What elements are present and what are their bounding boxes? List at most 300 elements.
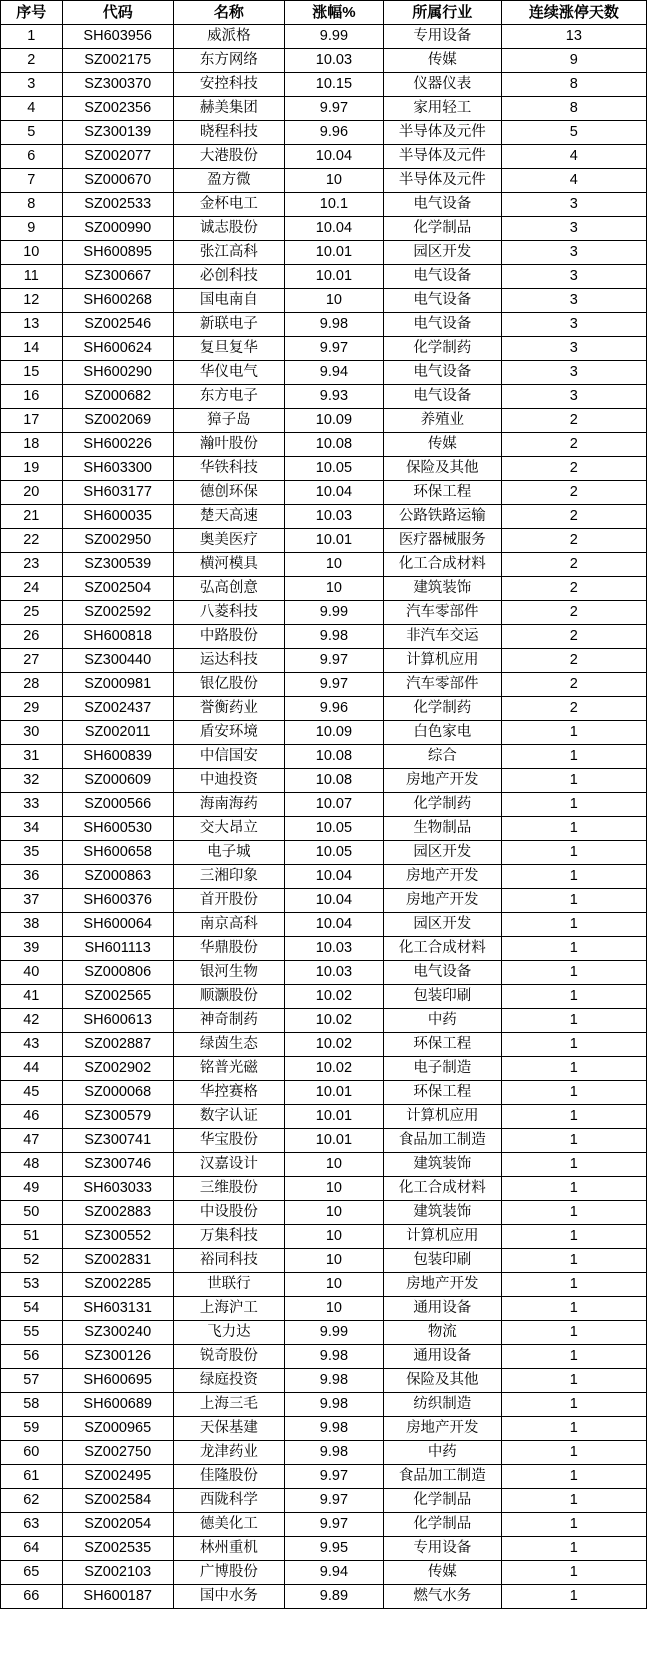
table-row[interactable] [1, 1345, 647, 1369]
cell-code: SH600226 [62, 433, 173, 457]
table-row[interactable] [1, 529, 647, 553]
cell-industry: 环保工程 [383, 481, 501, 505]
cell-consecutive-days: 3 [501, 337, 646, 361]
cell-change-pct: 9.97 [284, 97, 383, 121]
cell-change-pct: 10 [284, 1273, 383, 1297]
cell-consecutive-days: 13 [501, 25, 646, 49]
cell-name: 绿茵生态 [173, 1033, 284, 1057]
cell-change-pct: 10 [284, 1177, 383, 1201]
cell-code: SZ300440 [62, 649, 173, 673]
table-row[interactable] [1, 241, 647, 265]
cell-name: 复旦复华 [173, 337, 284, 361]
cell-consecutive-days: 2 [501, 481, 646, 505]
cell-consecutive-days: 1 [501, 889, 646, 913]
table-row[interactable] [1, 1225, 647, 1249]
cell-industry: 化学制药 [383, 697, 501, 721]
table-row[interactable] [1, 553, 647, 577]
cell-index: 2 [1, 49, 63, 73]
cell-industry: 化工合成材料 [383, 937, 501, 961]
table-header [1, 1, 647, 25]
cell-change-pct: 10.15 [284, 73, 383, 97]
table-row[interactable] [1, 49, 647, 73]
cell-consecutive-days: 3 [501, 241, 646, 265]
cell-industry: 家用轻工 [383, 97, 501, 121]
cell-consecutive-days: 2 [501, 601, 646, 625]
column-header-industry: 所属行业 [383, 1, 501, 25]
table-row[interactable] [1, 433, 647, 457]
cell-industry: 通用设备 [383, 1345, 501, 1369]
table-row[interactable] [1, 145, 647, 169]
cell-industry: 专用设备 [383, 1537, 501, 1561]
table-row[interactable] [1, 769, 647, 793]
cell-industry: 医疗器械服务 [383, 529, 501, 553]
cell-code: SZ000965 [62, 1417, 173, 1441]
cell-consecutive-days: 1 [501, 1153, 646, 1177]
cell-index: 51 [1, 1225, 63, 1249]
cell-name: 中信国安 [173, 745, 284, 769]
cell-consecutive-days: 4 [501, 145, 646, 169]
cell-change-pct: 10.02 [284, 985, 383, 1009]
cell-industry: 电气设备 [383, 193, 501, 217]
cell-code: SH600624 [62, 337, 173, 361]
cell-industry: 化学制品 [383, 1489, 501, 1513]
cell-code: SH600689 [62, 1393, 173, 1417]
cell-consecutive-days: 1 [501, 1081, 646, 1105]
table-row[interactable] [1, 1129, 647, 1153]
cell-consecutive-days: 2 [501, 577, 646, 601]
cell-change-pct: 10 [284, 289, 383, 313]
table-row[interactable] [1, 625, 647, 649]
table-row[interactable] [1, 721, 647, 745]
table-row[interactable] [1, 1369, 647, 1393]
cell-name: 汉嘉设计 [173, 1153, 284, 1177]
table-row[interactable] [1, 1489, 647, 1513]
cell-name: 交大昂立 [173, 817, 284, 841]
table-row[interactable] [1, 1153, 647, 1177]
cell-index: 44 [1, 1057, 63, 1081]
cell-name: 铭普光磁 [173, 1057, 284, 1081]
table-row[interactable] [1, 865, 647, 889]
cell-code: SH600268 [62, 289, 173, 313]
cell-index: 33 [1, 793, 63, 817]
cell-consecutive-days: 1 [501, 793, 646, 817]
cell-name: 华宝股份 [173, 1129, 284, 1153]
table-row[interactable] [1, 361, 647, 385]
cell-change-pct: 10.08 [284, 745, 383, 769]
table-row[interactable] [1, 1321, 647, 1345]
table-row[interactable] [1, 577, 647, 601]
cell-consecutive-days: 9 [501, 49, 646, 73]
cell-change-pct: 10.09 [284, 721, 383, 745]
cell-name: 华铁科技 [173, 457, 284, 481]
table-row[interactable] [1, 217, 647, 241]
cell-code: SZ002887 [62, 1033, 173, 1057]
cell-index: 4 [1, 97, 63, 121]
cell-code: SZ002175 [62, 49, 173, 73]
table-row[interactable] [1, 481, 647, 505]
table-row[interactable] [1, 1537, 647, 1561]
cell-name: 西陇科学 [173, 1489, 284, 1513]
cell-code: SH601113 [62, 937, 173, 961]
table-row[interactable] [1, 1465, 647, 1489]
cell-code: SZ002750 [62, 1441, 173, 1465]
cell-industry: 半导体及元件 [383, 145, 501, 169]
cell-consecutive-days: 1 [501, 1201, 646, 1225]
cell-industry: 食品加工制造 [383, 1129, 501, 1153]
cell-code: SH600376 [62, 889, 173, 913]
cell-name: 獐子岛 [173, 409, 284, 433]
cell-name: 中迪投资 [173, 769, 284, 793]
table-row[interactable] [1, 1393, 647, 1417]
table-row[interactable] [1, 385, 647, 409]
cell-change-pct: 9.94 [284, 361, 383, 385]
cell-index: 39 [1, 937, 63, 961]
table-row[interactable] [1, 961, 647, 985]
cell-name: 南京高科 [173, 913, 284, 937]
cell-industry: 食品加工制造 [383, 1465, 501, 1489]
cell-change-pct: 9.99 [284, 25, 383, 49]
cell-code: SZ002546 [62, 313, 173, 337]
cell-change-pct: 10.04 [284, 865, 383, 889]
cell-industry: 建筑装饰 [383, 577, 501, 601]
table-row[interactable] [1, 1513, 647, 1537]
cell-index: 29 [1, 697, 63, 721]
column-header-code: 代码 [62, 1, 173, 25]
cell-industry: 化工合成材料 [383, 553, 501, 577]
cell-industry: 汽车零部件 [383, 601, 501, 625]
cell-name: 赫美集团 [173, 97, 284, 121]
cell-consecutive-days: 1 [501, 1345, 646, 1369]
cell-name: 德创环保 [173, 481, 284, 505]
table-row[interactable] [1, 169, 647, 193]
cell-consecutive-days: 3 [501, 313, 646, 337]
cell-index: 40 [1, 961, 63, 985]
cell-consecutive-days: 1 [501, 865, 646, 889]
cell-code: SH603177 [62, 481, 173, 505]
table-row[interactable] [1, 193, 647, 217]
cell-index: 10 [1, 241, 63, 265]
table-row[interactable] [1, 601, 647, 625]
cell-code: SH600035 [62, 505, 173, 529]
cell-change-pct: 9.96 [284, 121, 383, 145]
table-row[interactable] [1, 505, 647, 529]
cell-consecutive-days: 1 [501, 1417, 646, 1441]
cell-name: 张江高科 [173, 241, 284, 265]
column-header-name: 名称 [173, 1, 284, 25]
cell-consecutive-days: 2 [501, 409, 646, 433]
cell-name: 神奇制药 [173, 1009, 284, 1033]
cell-consecutive-days: 8 [501, 73, 646, 97]
cell-change-pct: 10 [284, 1297, 383, 1321]
cell-code: SZ300539 [62, 553, 173, 577]
cell-index: 64 [1, 1537, 63, 1561]
cell-name: 上海三毛 [173, 1393, 284, 1417]
cell-code: SZ002069 [62, 409, 173, 433]
cell-consecutive-days: 1 [501, 841, 646, 865]
cell-industry: 化学制药 [383, 793, 501, 817]
cell-industry: 化学制品 [383, 217, 501, 241]
table-row[interactable] [1, 1057, 647, 1081]
table-row[interactable] [1, 265, 647, 289]
table-row[interactable] [1, 1177, 647, 1201]
cell-index: 62 [1, 1489, 63, 1513]
table-row[interactable] [1, 1105, 647, 1129]
cell-consecutive-days: 1 [501, 1465, 646, 1489]
table-row[interactable] [1, 1561, 647, 1585]
table-row[interactable] [1, 1417, 647, 1441]
cell-name: 飞力达 [173, 1321, 284, 1345]
table-row[interactable] [1, 1297, 647, 1321]
cell-consecutive-days: 3 [501, 265, 646, 289]
cell-code: SZ000863 [62, 865, 173, 889]
column-header-index: 序号 [1, 1, 63, 25]
cell-name: 电子城 [173, 841, 284, 865]
cell-change-pct: 10 [284, 1153, 383, 1177]
cell-code: SZ000682 [62, 385, 173, 409]
cell-index: 9 [1, 217, 63, 241]
cell-code: SZ300139 [62, 121, 173, 145]
cell-index: 45 [1, 1081, 63, 1105]
cell-consecutive-days: 1 [501, 769, 646, 793]
cell-change-pct: 10 [284, 577, 383, 601]
cell-change-pct: 10.04 [284, 889, 383, 913]
table-row[interactable] [1, 1585, 647, 1609]
table-row[interactable] [1, 985, 647, 1009]
cell-index: 11 [1, 265, 63, 289]
table-row[interactable] [1, 1081, 647, 1105]
cell-index: 14 [1, 337, 63, 361]
cell-industry: 白色家电 [383, 721, 501, 745]
cell-name: 德美化工 [173, 1513, 284, 1537]
cell-name: 世联行 [173, 1273, 284, 1297]
cell-code: SZ002437 [62, 697, 173, 721]
cell-industry: 房地产开发 [383, 1417, 501, 1441]
cell-industry: 计算机应用 [383, 1225, 501, 1249]
table-row[interactable] [1, 409, 647, 433]
cell-code: SH600530 [62, 817, 173, 841]
cell-index: 8 [1, 193, 63, 217]
cell-code: SH600895 [62, 241, 173, 265]
table-row[interactable] [1, 649, 647, 673]
cell-change-pct: 10.04 [284, 217, 383, 241]
table-row[interactable] [1, 337, 647, 361]
cell-name: 广博股份 [173, 1561, 284, 1585]
cell-name: 威派格 [173, 25, 284, 49]
table-row[interactable] [1, 937, 647, 961]
cell-name: 天保基建 [173, 1417, 284, 1441]
cell-consecutive-days: 1 [501, 1537, 646, 1561]
cell-consecutive-days: 1 [501, 1057, 646, 1081]
table-row[interactable] [1, 913, 647, 937]
cell-index: 34 [1, 817, 63, 841]
cell-change-pct: 10.08 [284, 433, 383, 457]
cell-change-pct: 10.01 [284, 1081, 383, 1105]
table-row[interactable] [1, 97, 647, 121]
cell-industry: 养殖业 [383, 409, 501, 433]
table-row[interactable] [1, 25, 647, 49]
cell-change-pct: 10.05 [284, 841, 383, 865]
cell-name: 华鼎股份 [173, 937, 284, 961]
cell-index: 16 [1, 385, 63, 409]
cell-code: SH600658 [62, 841, 173, 865]
cell-industry: 公路铁路运输 [383, 505, 501, 529]
cell-name: 金杯电工 [173, 193, 284, 217]
cell-change-pct: 10 [284, 1249, 383, 1273]
cell-consecutive-days: 3 [501, 361, 646, 385]
cell-change-pct: 9.94 [284, 1561, 383, 1585]
cell-name: 上海沪工 [173, 1297, 284, 1321]
cell-code: SZ000609 [62, 769, 173, 793]
cell-code: SZ002950 [62, 529, 173, 553]
cell-change-pct: 9.98 [284, 1393, 383, 1417]
table-row[interactable] [1, 697, 647, 721]
table-row[interactable] [1, 1249, 647, 1273]
cell-consecutive-days: 1 [501, 1585, 646, 1609]
cell-change-pct: 10.1 [284, 193, 383, 217]
cell-consecutive-days: 5 [501, 121, 646, 145]
cell-industry: 环保工程 [383, 1033, 501, 1057]
cell-consecutive-days: 4 [501, 169, 646, 193]
cell-name: 三维股份 [173, 1177, 284, 1201]
column-header-change-pct: 涨幅% [284, 1, 383, 25]
cell-index: 65 [1, 1561, 63, 1585]
cell-code: SZ002103 [62, 1561, 173, 1585]
cell-name: 华仪电气 [173, 361, 284, 385]
cell-index: 13 [1, 313, 63, 337]
cell-industry: 物流 [383, 1321, 501, 1345]
cell-code: SH600187 [62, 1585, 173, 1609]
cell-code: SH600839 [62, 745, 173, 769]
cell-name: 运达科技 [173, 649, 284, 673]
table-row[interactable] [1, 793, 647, 817]
cell-change-pct: 10.03 [284, 961, 383, 985]
cell-change-pct: 10 [284, 553, 383, 577]
cell-code: SZ002285 [62, 1273, 173, 1297]
cell-industry: 园区开发 [383, 841, 501, 865]
table-row[interactable] [1, 673, 647, 697]
cell-name: 盈方微 [173, 169, 284, 193]
cell-industry: 建筑装饰 [383, 1201, 501, 1225]
cell-consecutive-days: 1 [501, 1129, 646, 1153]
cell-change-pct: 10.02 [284, 1033, 383, 1057]
column-header-consecutive-days: 连续涨停天数 [501, 1, 646, 25]
cell-index: 28 [1, 673, 63, 697]
table-row[interactable] [1, 817, 647, 841]
table-row[interactable] [1, 457, 647, 481]
cell-industry: 仪器仪表 [383, 73, 501, 97]
table-row[interactable] [1, 289, 647, 313]
table-row[interactable] [1, 313, 647, 337]
cell-index: 5 [1, 121, 63, 145]
cell-code: SZ300667 [62, 265, 173, 289]
table-row[interactable] [1, 745, 647, 769]
cell-code: SZ300552 [62, 1225, 173, 1249]
cell-change-pct: 10.09 [284, 409, 383, 433]
cell-change-pct: 10.01 [284, 1105, 383, 1129]
cell-change-pct: 10.03 [284, 505, 383, 529]
cell-index: 43 [1, 1033, 63, 1057]
cell-name: 东方电子 [173, 385, 284, 409]
cell-industry: 房地产开发 [383, 889, 501, 913]
cell-industry: 房地产开发 [383, 1273, 501, 1297]
cell-name: 八菱科技 [173, 601, 284, 625]
cell-index: 1 [1, 25, 63, 49]
cell-change-pct: 9.98 [284, 1441, 383, 1465]
cell-consecutive-days: 1 [501, 1177, 646, 1201]
cell-change-pct: 9.99 [284, 1321, 383, 1345]
cell-index: 18 [1, 433, 63, 457]
table-row[interactable] [1, 1033, 647, 1057]
cell-consecutive-days: 1 [501, 1369, 646, 1393]
table-row[interactable] [1, 889, 647, 913]
cell-index: 17 [1, 409, 63, 433]
cell-consecutive-days: 2 [501, 553, 646, 577]
cell-index: 20 [1, 481, 63, 505]
cell-industry: 传媒 [383, 49, 501, 73]
cell-change-pct: 10.02 [284, 1009, 383, 1033]
cell-change-pct: 10.03 [284, 49, 383, 73]
cell-change-pct: 9.98 [284, 625, 383, 649]
table-row[interactable] [1, 1441, 647, 1465]
cell-code: SZ002054 [62, 1513, 173, 1537]
cell-change-pct: 9.95 [284, 1537, 383, 1561]
cell-code: SZ002077 [62, 145, 173, 169]
table-row[interactable] [1, 1201, 647, 1225]
cell-index: 56 [1, 1345, 63, 1369]
cell-index: 49 [1, 1177, 63, 1201]
cell-index: 27 [1, 649, 63, 673]
cell-industry: 通用设备 [383, 1297, 501, 1321]
cell-index: 3 [1, 73, 63, 97]
cell-consecutive-days: 1 [501, 1297, 646, 1321]
cell-industry: 计算机应用 [383, 649, 501, 673]
cell-code: SZ002883 [62, 1201, 173, 1225]
cell-code: SH600290 [62, 361, 173, 385]
table-row[interactable] [1, 73, 647, 97]
cell-code: SZ300370 [62, 73, 173, 97]
cell-index: 12 [1, 289, 63, 313]
cell-code: SH600695 [62, 1369, 173, 1393]
cell-change-pct: 9.99 [284, 601, 383, 625]
table-row[interactable] [1, 121, 647, 145]
cell-name: 必创科技 [173, 265, 284, 289]
cell-consecutive-days: 1 [501, 961, 646, 985]
cell-name: 绿庭投资 [173, 1369, 284, 1393]
cell-change-pct: 9.97 [284, 673, 383, 697]
table-row[interactable] [1, 1273, 647, 1297]
cell-name: 新联电子 [173, 313, 284, 337]
cell-code: SZ002535 [62, 1537, 173, 1561]
cell-name: 横河模具 [173, 553, 284, 577]
cell-index: 35 [1, 841, 63, 865]
cell-index: 46 [1, 1105, 63, 1129]
cell-change-pct: 9.96 [284, 697, 383, 721]
cell-industry: 包装印刷 [383, 985, 501, 1009]
cell-code: SZ002902 [62, 1057, 173, 1081]
cell-consecutive-days: 2 [501, 457, 646, 481]
cell-index: 55 [1, 1321, 63, 1345]
cell-name: 大港股份 [173, 145, 284, 169]
cell-name: 佳隆股份 [173, 1465, 284, 1489]
cell-change-pct: 10 [284, 169, 383, 193]
cell-industry: 燃气水务 [383, 1585, 501, 1609]
table-row[interactable] [1, 841, 647, 865]
cell-code: SZ002504 [62, 577, 173, 601]
cell-consecutive-days: 1 [501, 1249, 646, 1273]
cell-index: 36 [1, 865, 63, 889]
cell-industry: 电气设备 [383, 361, 501, 385]
table-row[interactable] [1, 1009, 647, 1033]
